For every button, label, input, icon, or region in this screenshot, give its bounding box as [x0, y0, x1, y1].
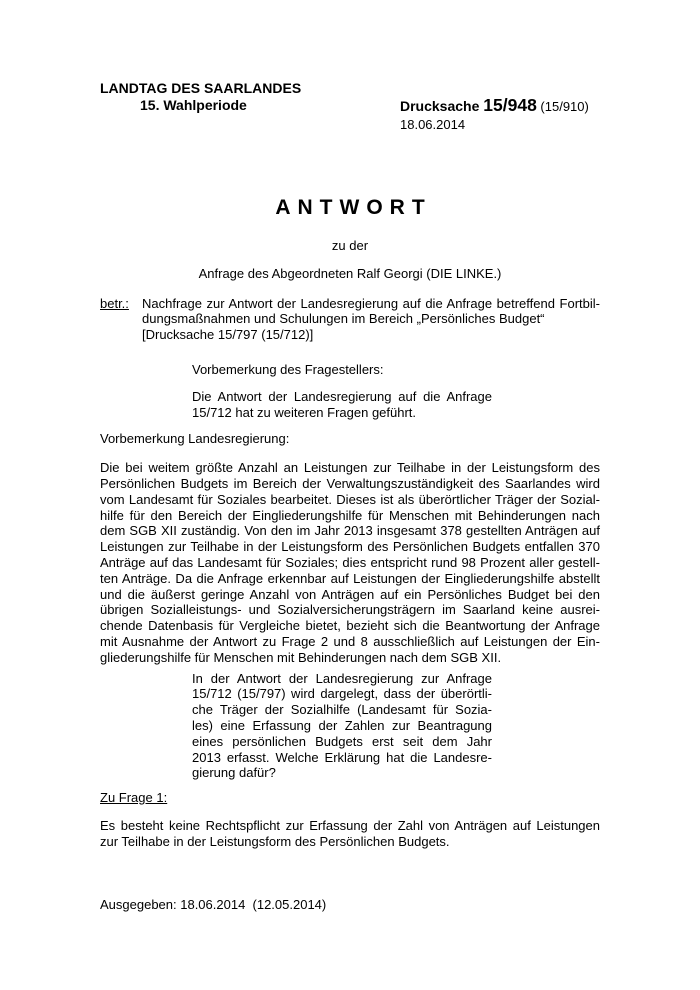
- issued-date-line: Ausgegeben: 18.06.2014 (12.05.2014): [100, 896, 327, 912]
- printed-matter-reference: (15/910): [536, 99, 589, 114]
- parliament-name: LANDTAG DES SAARLANDES: [100, 80, 302, 96]
- subject-section: [100, 296, 600, 343]
- document-reference-block: [400, 95, 589, 132]
- document-header: [100, 80, 600, 130]
- subject-text: Nachfrage zur Antwort der Landesregierung auf die Anfrage betreffend Fortbil- dungsmaßnahmen und Schulungen im Bereich „Persönliches Budget“ [Drucksache 15/797 (15/712)]: [142, 295, 600, 343]
- question-1-text: In der Antwort der Landesregierung zur Anfrage 15/712 (15/797) wird dargelegt, dass der überörtli- che Träger der Sozialhilfe (Landesamt für Sozia- les) eine Erfassung der Zahlen zur Beantragung eines persönlichen Budgets erst seit dem Jahr 2013 erfasst. Welche Erklärung hat die Landesre- gierung dafür?: [192, 670, 492, 781]
- title-connector: zu der: [331, 238, 369, 253]
- government-note-paragraph: Die bei weitem größte Anzahl an Leistungen zur Teilhabe in der Leistungsform des Persönlichen Budgets im Bereich der Verwaltungszuständigkeit des Saarlandes wird vom Landesamt für Soziales bearbeitet. Dieses ist als überörtlicher Träger der Sozial- hilfe für den Bereich der Eingliederungshilfe für Menschen mit Behinderungen nach dem SGB XII zuständig. Von den im Jahr 2013 insgesamt 378 gestellten Anträgen auf Leistungen zur Teilhabe in der Leistungsform des Persönlichen Budgets entfallen 370 Anträge auf das Landesamt für Soziales; dies entspricht rund 98 Prozent aller gestell- ten Anträge. Da die Anfrage erkennbar auf Leistungen der Eingliederungshilfe abstellt und die äußerst geringe Anzahl von Anträgen auf ein Persönliches Budget bei den übrigen Sozialleistungs- und Sozialversicherungsträgern im Saarland keine ausrei- chende Datenbasis für Vergleiche bietet, bezieht sich die Beantwortung der Anfrage mit Ausnahme der Antwort zu Frage 2 und 8 ausschließlich auf Leistungen der Ein- gliederungshilfe für Menschen mit Behinderungen nach dem SGB XII.: [100, 460, 600, 665]
- answer-1-paragraph: Es besteht keine Rechtspflicht zur Erfassung der Zahl von Anträgen auf Leistungen zur Teilhabe in der Leistungsform des Persönlichen Budgets.: [100, 817, 600, 849]
- printed-matter-label: Drucksache: [400, 98, 484, 114]
- answer-1-heading: Zu Frage 1:: [100, 790, 168, 806]
- subject-label: betr.:: [100, 295, 129, 311]
- printed-matter-line: [400, 95, 589, 117]
- questioner-note-heading: Vorbemerkung des Fragestellers:: [192, 361, 384, 377]
- document-date: 18.06.2014: [400, 117, 466, 132]
- questioner-note-paragraph: Die Antwort der Landesregierung auf die Anfrage 15/712 hat zu weiteren Fragen geführt.: [192, 388, 492, 420]
- government-note-heading: Vorbemerkung Landesregierung:: [100, 431, 290, 447]
- inquiry-source-line: Anfrage des Abgeordneten Ralf Georgi (DIE LINKE.): [198, 265, 502, 281]
- printed-matter-number: 15/948: [483, 95, 537, 115]
- document-title: ANTWORT: [275, 196, 432, 219]
- legislative-period: 15. Wahlperiode: [140, 97, 247, 113]
